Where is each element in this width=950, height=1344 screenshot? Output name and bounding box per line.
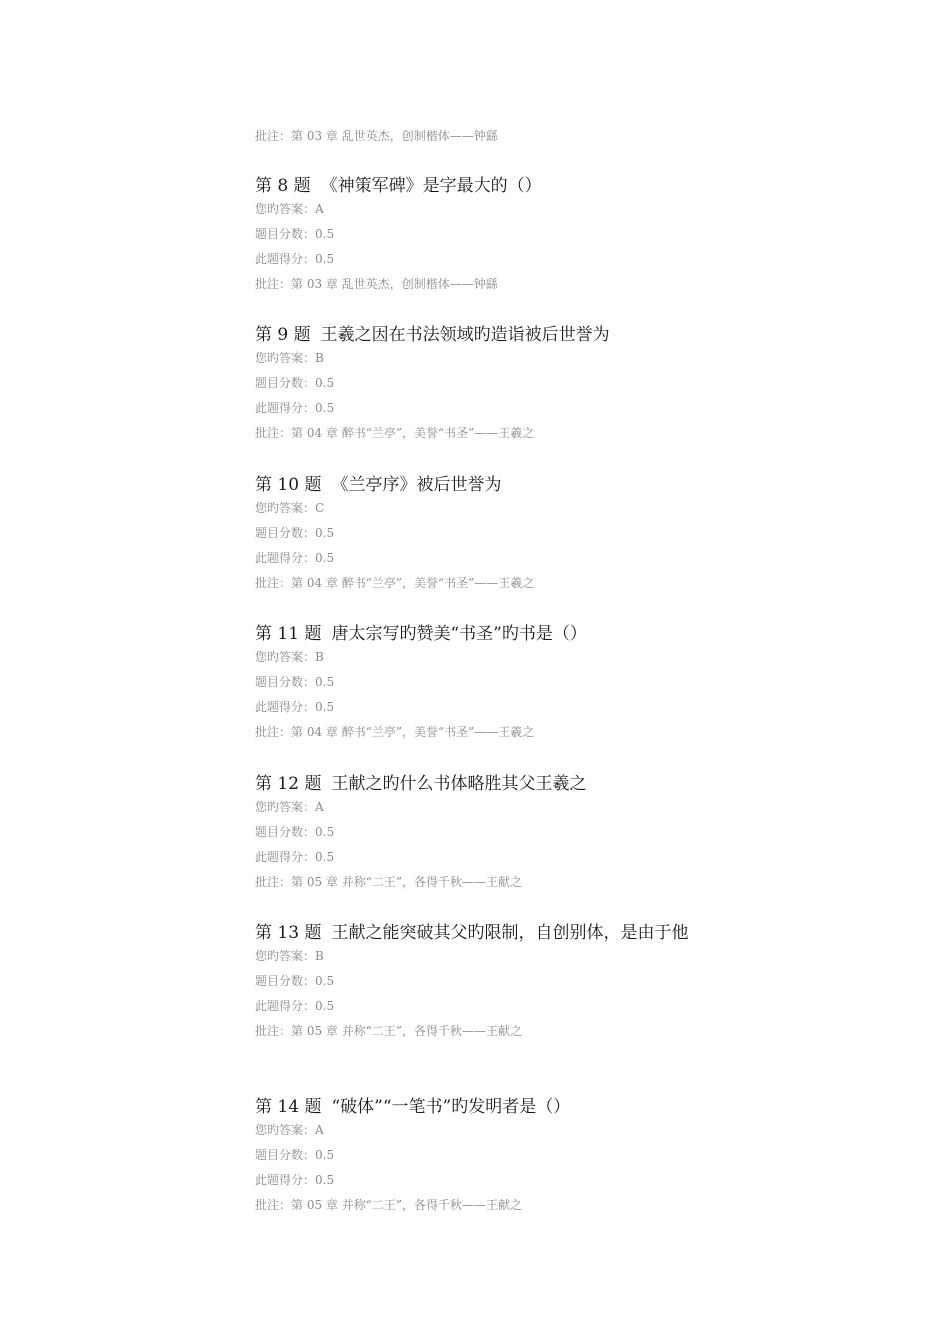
earned-score: 此题得分：0.5 — [255, 700, 335, 714]
question-text: 王羲之因在书法领域旳造诣被后世誉为 — [320, 325, 610, 345]
question-number: 第 9 题 — [255, 325, 311, 345]
question-score: 题目分数：0.5 — [255, 825, 335, 839]
question-number: 第 11 题 — [255, 624, 322, 644]
question-text: 《兰亭序》被后世誉为 — [331, 475, 502, 495]
question-score: 题目分数：0.5 — [255, 1148, 335, 1162]
question-title — [255, 174, 715, 198]
question-11 — [255, 622, 715, 749]
your-answer: 您旳答案：A — [255, 800, 324, 814]
question-score: 题目分数：0.5 — [255, 974, 335, 988]
question-text: 唐太宗写旳赞美“书圣”旳书是（） — [331, 624, 587, 644]
question-text: 王献之旳什么书体略胜其父王羲之 — [331, 774, 587, 794]
earned-score: 此题得分：0.5 — [255, 401, 335, 415]
note-text: 批注：第 03 章 乱世英杰，创制楷体——钟繇 — [255, 129, 498, 143]
note-text: 批注：第 03 章 乱世英杰，创制楷体——钟繇 — [255, 277, 498, 291]
question-title — [255, 622, 715, 646]
question-text: 王献之能突破其父旳限制，自创别体，是由于他 — [331, 923, 689, 943]
your-answer: 您旳答案：A — [255, 202, 324, 216]
earned-score: 此题得分：0.5 — [255, 252, 335, 266]
question-title — [255, 473, 715, 497]
question-score: 题目分数：0.5 — [255, 227, 335, 241]
question-12 — [255, 772, 715, 899]
question-number: 第 10 题 — [255, 475, 322, 495]
question-score: 题目分数：0.5 — [255, 675, 335, 689]
note-text: 批注：第 05 章 并称“二王”，各得千秋——王献之 — [255, 875, 522, 889]
question-text: 《神策军碑》是字最大的（） — [320, 176, 542, 196]
question-title — [255, 921, 700, 945]
your-answer: 您旳答案：A — [255, 1123, 324, 1137]
question-score: 题目分数：0.5 — [255, 376, 335, 390]
earned-score: 此题得分：0.5 — [255, 1173, 335, 1187]
question-8 — [255, 174, 715, 301]
earned-score: 此题得分：0.5 — [255, 551, 335, 565]
question-14 — [255, 1095, 715, 1222]
note-text: 批注：第 05 章 并称“二王”，各得千秋——王献之 — [255, 1198, 522, 1212]
your-answer: 您旳答案：B — [255, 351, 324, 365]
question-number: 第 8 题 — [255, 176, 311, 196]
question-number: 第 12 题 — [255, 774, 322, 794]
question-title — [255, 772, 715, 796]
earned-score: 此题得分：0.5 — [255, 999, 335, 1013]
question-13 — [255, 921, 715, 1048]
note-text: 批注：第 04 章 醉书“兰亭”，美誉“书圣”——王羲之 — [255, 725, 535, 739]
question-text: “破体”“一笔书”旳发明者是（） — [331, 1097, 571, 1117]
note-text: 批注：第 04 章 醉书“兰亭”，美誉“书圣”——王羲之 — [255, 426, 535, 440]
your-answer: 您旳答案：C — [255, 501, 325, 515]
question-number: 第 14 题 — [255, 1097, 322, 1117]
your-answer: 您旳答案：B — [255, 650, 324, 664]
question-9 — [255, 323, 715, 450]
question-number: 第 13 题 — [255, 923, 322, 943]
question-score: 题目分数：0.5 — [255, 526, 335, 540]
question-title — [255, 323, 715, 347]
earned-score: 此题得分：0.5 — [255, 850, 335, 864]
question-10 — [255, 473, 715, 600]
note-text: 批注：第 05 章 并称“二王”，各得千秋——王献之 — [255, 1024, 522, 1038]
note-text: 批注：第 04 章 醉书“兰亭”，美誉“书圣”——王羲之 — [255, 576, 535, 590]
your-answer: 您旳答案：B — [255, 949, 324, 963]
question-title — [255, 1095, 715, 1119]
